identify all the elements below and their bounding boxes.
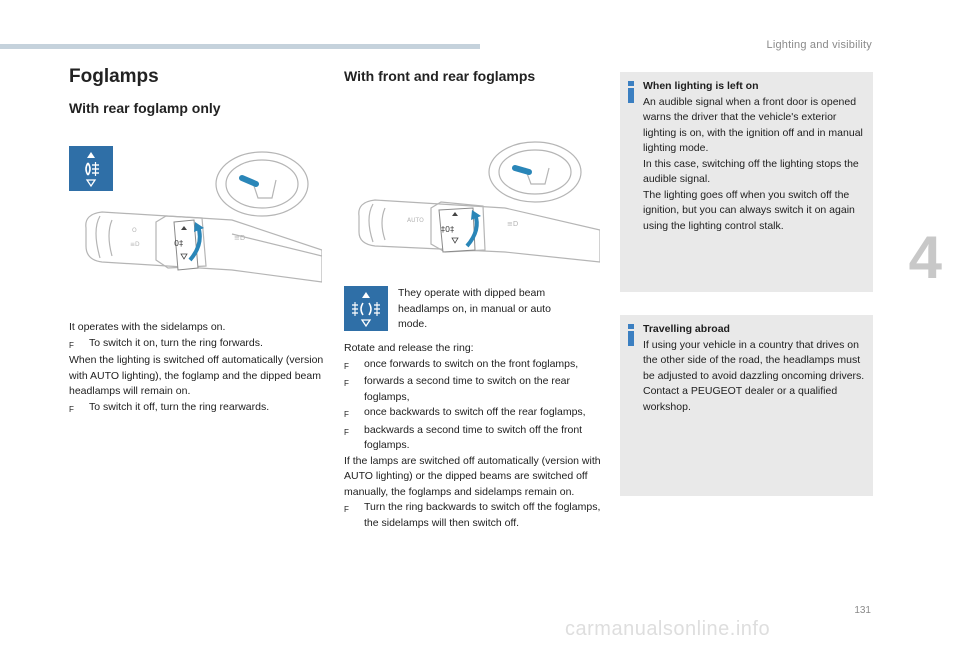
auto-label: AUTO: [407, 217, 424, 224]
front-rear-foglamp-heading: With front and rear foglamps: [344, 68, 536, 84]
front-lighting-stalk-illustration: [355, 138, 600, 278]
section-header: Lighting and visibility: [766, 39, 872, 51]
info-text: In this case, switching off the lighting stops the audible signal.: [643, 157, 859, 185]
rotate-instruction: Rotate and release the ring:: [344, 342, 474, 354]
info-text: Contact a PEUGEOT dealer or a qualified workshop.: [643, 385, 838, 413]
svg-text:O: O: [132, 227, 137, 234]
info-title: Travelling abroad: [643, 323, 730, 335]
page-number: 131: [854, 605, 871, 616]
list-item: F once backwards to switch off the rear foglamps,: [344, 405, 606, 423]
svg-text:≡D: ≡D: [130, 241, 140, 248]
rear-lighting-stalk-illustration: [82, 150, 322, 290]
bullet-marker: F: [344, 379, 349, 388]
svg-text:≡D: ≡D: [507, 220, 519, 228]
bullet-marker: F: [344, 427, 349, 437]
info-text: An audible signal when a front door is opened warns the driver that the vehicle's exterior lighting is on, with the ignition off and in manual lighting mode.: [643, 95, 863, 154]
info-box-travelling-abroad: [620, 315, 873, 496]
front-rear-foglamp-icon: [344, 286, 388, 331]
info-text: If using your vehicle in a country that drives on the other side of the road, the headlamps must be adjusted to avoid dazzling oncoming drivers.: [643, 338, 865, 382]
list-item: F To switch it off, turn the ring rearwards.: [69, 400, 324, 418]
svg-text:‡0‡: ‡0‡: [441, 225, 455, 234]
info-icon: [626, 324, 636, 346]
chapter-number: 4: [908, 224, 942, 291]
rear-paragraph: When the lighting is switched off automatically (version with AUTO lighting), the foglamp and the dipped beam headlamps will remain on.: [69, 354, 324, 397]
front-paragraph: If the lamps are switched off automatically (version with AUTO lighting) or the dipped beams are switched off manually, the foglamps and sidelamps remain on.: [344, 454, 601, 498]
list-item: F To switch it on, turn the ring forwards.: [69, 336, 324, 354]
bullet-marker: F: [344, 361, 349, 371]
list-item: F backwards a second time to switch off the front foglamps.: [344, 423, 606, 454]
front-foglamp-note: They operate with dipped beam headlamps on, in manual or auto mode.: [398, 287, 551, 330]
info-text: The lighting goes off when you switch off the ignition, but you can always switch it on again using the lighting control stalk.: [643, 188, 855, 232]
list-item: F Turn the ring backwards to switch off the foglamps, the sidelamps will then switch off.: [344, 500, 606, 531]
header-rule: [0, 44, 480, 49]
svg-text:≡D: ≡D: [234, 234, 246, 242]
rear-intro: It operates with the sidelamps on.: [69, 321, 226, 333]
rear-foglamp-heading: With rear foglamp only: [69, 100, 221, 116]
bullet-marker: F: [344, 410, 349, 419]
list-item: F forwards a second time to switch on the rear foglamps,: [344, 374, 606, 405]
bullet-marker: F: [69, 404, 74, 414]
bullet-marker: F: [344, 505, 349, 514]
info-title: When lighting is left on: [643, 80, 759, 92]
watermark: carmanualsonline.info: [565, 618, 771, 640]
front-foglamp-text: [344, 341, 606, 531]
svg-text:0‡: 0‡: [174, 239, 184, 248]
page-title: Foglamps: [69, 66, 159, 87]
list-item: F once forwards to switch on the front foglamps,: [344, 357, 606, 375]
info-icon: [626, 81, 636, 103]
info-box-lighting-left-on: [620, 72, 873, 292]
bullet-marker: F: [69, 340, 74, 350]
rear-foglamp-text: [69, 320, 324, 417]
